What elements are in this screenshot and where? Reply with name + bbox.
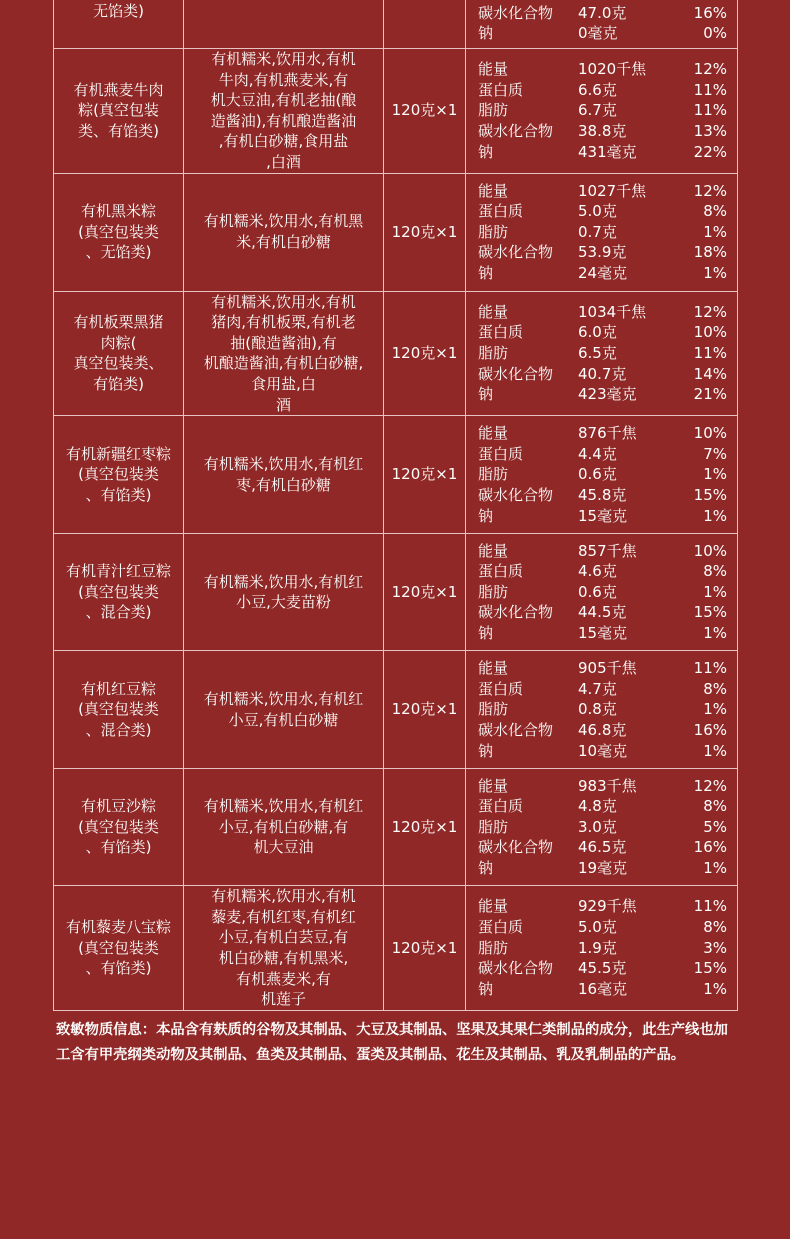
nutrient-pct: 16% bbox=[693, 3, 727, 22]
nutrient-value: 6.6克 bbox=[578, 80, 617, 99]
nutrient-label: 蛋白质 bbox=[478, 797, 524, 816]
nutrient-value: 5.0克 bbox=[578, 918, 617, 937]
product-name: 有机红豆粽 (真空包装类 、混合类) bbox=[54, 651, 184, 769]
nutrient-value: 3.0克 bbox=[578, 817, 617, 836]
product-name: 有机青汁红豆粽 (真空包装类 、混合类) bbox=[54, 534, 184, 651]
nutrient-label: 能量 bbox=[478, 302, 509, 321]
product-ingredients bbox=[184, 0, 384, 49]
table-row bbox=[54, 416, 738, 534]
nutrient-pct: 15% bbox=[693, 485, 727, 504]
nutrient-value: 40.7克 bbox=[578, 364, 627, 383]
nutrition-cell bbox=[466, 769, 738, 886]
nutrient-pct: 1% bbox=[703, 465, 727, 484]
nutrient-value: 53.9克 bbox=[578, 243, 627, 262]
table-row bbox=[54, 886, 738, 1011]
nutrient-pct: 7% bbox=[703, 444, 727, 463]
nutrient-pct: 1% bbox=[703, 506, 727, 525]
nutrition-list bbox=[466, 59, 737, 162]
nutrient-label: 蛋白质 bbox=[478, 323, 524, 342]
nutrient-pct: 5% bbox=[703, 817, 727, 836]
product-weight: 120克×1 bbox=[384, 49, 466, 174]
nutrient-label: 能量 bbox=[478, 776, 509, 795]
nutrient-value: 0.7克 bbox=[578, 222, 617, 241]
product-weight: 120克×1 bbox=[384, 291, 466, 416]
product-weight: 120克×1 bbox=[384, 173, 466, 291]
table-row bbox=[54, 49, 738, 174]
nutrient-value: 1.9克 bbox=[578, 938, 617, 957]
nutrient-label: 蛋白质 bbox=[478, 444, 524, 463]
nutrient-label: 碳水化合物 bbox=[478, 364, 554, 383]
nutrient-label: 钠 bbox=[478, 142, 494, 161]
nutrient-label: 钠 bbox=[478, 24, 494, 43]
allergen-info: 致敏物质信息：本品含有麸质的谷物及其制品、大豆及其制品、坚果及其果仁类制品的成分，此生产线也加工含有甲壳纲类动物及其制品、鱼类及其制品、蛋类及其制品、花生及其制品、乳及乳制品的产品。 bbox=[56, 1022, 728, 1063]
nutrient-label: 蛋白质 bbox=[478, 679, 524, 698]
nutrient-label: 脂肪 bbox=[478, 582, 509, 601]
nutrient-pct: 8% bbox=[703, 797, 727, 816]
nutrient-pct: 10% bbox=[693, 323, 727, 342]
nutrient-label: 钠 bbox=[478, 624, 494, 643]
nutrient-label: 钠 bbox=[478, 979, 494, 998]
nutrient-pct: 12% bbox=[693, 776, 727, 795]
product-ingredients: 有机糯米,饮用水,有机 猪肉,有机板栗,有机老 抽(酿造酱油),有 机酿造酱油,有机白砂糖, 食用盐,白 酒 bbox=[184, 291, 384, 416]
nutrient-value: 10毫克 bbox=[578, 741, 628, 760]
nutrient-label: 碳水化合物 bbox=[478, 243, 554, 262]
nutrition-cell bbox=[466, 534, 738, 651]
nutrient-pct: 1% bbox=[703, 222, 727, 241]
nutrient-value: 44.5克 bbox=[578, 603, 627, 622]
nutrient-label: 脂肪 bbox=[478, 700, 509, 719]
nutrient-value: 15毫克 bbox=[578, 506, 628, 525]
nutrition-list bbox=[466, 541, 737, 644]
nutrient-label: 钠 bbox=[478, 741, 494, 760]
product-ingredients: 有机糯米,饮用水,有机 藜麦,有机红枣,有机红 小豆,有机白芸豆,有 机白砂糖,有机黑米, 有机燕麦米,有 机莲子 bbox=[184, 886, 384, 1011]
nutrient-value: 45.5克 bbox=[578, 959, 627, 978]
nutrient-pct: 1% bbox=[703, 741, 727, 760]
product-name: 有机豆沙粽 (真空包装类 、有馅类) bbox=[54, 769, 184, 886]
nutrient-label: 钠 bbox=[478, 263, 494, 282]
nutrient-value: 45.8克 bbox=[578, 485, 627, 504]
nutrition-list bbox=[466, 658, 737, 761]
nutrient-value: 929千焦 bbox=[578, 897, 637, 916]
nutrient-value: 857千焦 bbox=[578, 541, 637, 560]
nutrient-value: 6.5克 bbox=[578, 344, 617, 363]
nutrient-pct: 22% bbox=[693, 142, 727, 161]
nutrient-label: 蛋白质 bbox=[478, 562, 524, 581]
nutrient-label: 蛋白质 bbox=[478, 202, 524, 221]
nutrient-value: 1020千焦 bbox=[578, 60, 647, 79]
nutrient-pct: 1% bbox=[703, 700, 727, 719]
nutrient-label: 脂肪 bbox=[478, 101, 509, 120]
nutrient-pct: 21% bbox=[693, 385, 727, 404]
nutrition-cell bbox=[466, 173, 738, 291]
nutrient-label: 脂肪 bbox=[478, 344, 509, 363]
nutrient-label: 蛋白质 bbox=[478, 80, 524, 99]
nutrient-value: 1027千焦 bbox=[578, 181, 647, 200]
nutrient-label: 钠 bbox=[478, 506, 494, 525]
nutrition-cell bbox=[466, 651, 738, 769]
product-ingredients: 有机糯米,饮用水,有机红 小豆,有机白砂糖,有 机大豆油 bbox=[184, 769, 384, 886]
nutrient-value: 4.4克 bbox=[578, 444, 617, 463]
nutrient-pct: 8% bbox=[703, 918, 727, 937]
product-ingredients: 有机糯米,饮用水,有机红 小豆,大麦苗粉 bbox=[184, 534, 384, 651]
nutrient-label: 脂肪 bbox=[478, 938, 509, 957]
table-row bbox=[54, 651, 738, 769]
product-weight: 120克×1 bbox=[384, 651, 466, 769]
product-nutrition-table bbox=[53, 0, 738, 1011]
product-ingredients: 有机糯米,饮用水,有机红 枣,有机白砂糖 bbox=[184, 416, 384, 534]
product-weight: 120克×1 bbox=[384, 416, 466, 534]
nutrient-label: 钠 bbox=[478, 385, 494, 404]
nutrient-value: 876千焦 bbox=[578, 424, 637, 443]
nutrient-pct: 11% bbox=[693, 344, 727, 363]
nutrition-list bbox=[466, 181, 737, 284]
nutrient-value: 6.7克 bbox=[578, 101, 617, 120]
nutrient-pct: 1% bbox=[703, 859, 727, 878]
nutrient-pct: 11% bbox=[693, 897, 727, 916]
nutrient-pct: 1% bbox=[703, 624, 727, 643]
nutrition-list bbox=[466, 423, 737, 526]
nutrient-value: 16毫克 bbox=[578, 979, 628, 998]
nutrition-cell bbox=[466, 291, 738, 416]
nutrient-value: 6.0克 bbox=[578, 323, 617, 342]
nutrient-label: 碳水化合物 bbox=[478, 603, 554, 622]
nutrient-pct: 10% bbox=[693, 424, 727, 443]
product-weight bbox=[384, 0, 466, 49]
nutrient-label: 能量 bbox=[478, 424, 509, 443]
table-body bbox=[54, 0, 738, 1010]
table-row bbox=[54, 534, 738, 651]
nutrient-value: 0毫克 bbox=[578, 24, 618, 43]
nutrient-label: 钠 bbox=[478, 859, 494, 878]
nutrient-label: 脂肪 bbox=[478, 817, 509, 836]
product-weight: 120克×1 bbox=[384, 886, 466, 1011]
nutrient-pct: 1% bbox=[703, 263, 727, 282]
table-row bbox=[54, 291, 738, 416]
nutrient-label: 能量 bbox=[478, 897, 509, 916]
nutrient-value: 47.0克 bbox=[578, 3, 627, 22]
table-row bbox=[54, 0, 738, 49]
nutrient-pct: 16% bbox=[693, 838, 727, 857]
nutrient-pct: 15% bbox=[693, 959, 727, 978]
nutrient-value: 4.7克 bbox=[578, 679, 617, 698]
nutrient-pct: 12% bbox=[693, 60, 727, 79]
product-weight: 120克×1 bbox=[384, 534, 466, 651]
nutrient-pct: 18% bbox=[693, 243, 727, 262]
product-ingredients: 有机糯米,饮用水,有机 牛肉,有机燕麦米,有 机大豆油,有机老抽(酿 造酱油),有机酿造酱油 ,有机白砂糖,食用盐 ,白酒 bbox=[184, 49, 384, 174]
nutrient-label: 碳水化合物 bbox=[478, 838, 554, 857]
nutrient-value: 4.6克 bbox=[578, 562, 617, 581]
nutrition-list bbox=[466, 776, 737, 879]
nutrient-pct: 0% bbox=[703, 24, 727, 43]
nutrient-pct: 8% bbox=[703, 562, 727, 581]
nutrient-pct: 12% bbox=[693, 302, 727, 321]
table-row bbox=[54, 769, 738, 886]
product-name: 有机燕麦牛肉 粽(真空包装 类、有馅类) bbox=[54, 49, 184, 174]
nutrient-pct: 1% bbox=[703, 582, 727, 601]
nutrient-pct: 13% bbox=[693, 122, 727, 141]
product-name: 有机黑米粽 (真空包装类 、无馅类) bbox=[54, 173, 184, 291]
nutrition-cell bbox=[466, 416, 738, 534]
nutrient-label: 能量 bbox=[478, 659, 509, 678]
nutrient-value: 46.5克 bbox=[578, 838, 627, 857]
nutrition-cell bbox=[466, 886, 738, 1011]
nutrient-pct: 3% bbox=[703, 938, 727, 957]
nutrient-pct: 10% bbox=[693, 541, 727, 560]
nutrient-label: 碳水化合物 bbox=[478, 3, 554, 22]
nutrient-pct: 15% bbox=[693, 603, 727, 622]
nutrient-label: 脂肪 bbox=[478, 222, 509, 241]
nutrient-label: 脂肪 bbox=[478, 465, 509, 484]
nutrient-label: 蛋白质 bbox=[478, 918, 524, 937]
product-name: 有机板栗黑猪 肉粽( 真空包装类、 有馅类) bbox=[54, 291, 184, 416]
product-name: 有机新疆红枣粽 (真空包装类 、有馅类) bbox=[54, 416, 184, 534]
nutrient-pct: 1% bbox=[703, 979, 727, 998]
nutrition-cell bbox=[466, 49, 738, 174]
nutrient-label: 碳水化合物 bbox=[478, 959, 554, 978]
nutrition-cell bbox=[466, 0, 738, 49]
nutrient-value: 19毫克 bbox=[578, 859, 628, 878]
nutrient-pct: 11% bbox=[693, 80, 727, 99]
nutrient-pct: 12% bbox=[693, 181, 727, 200]
product-ingredients: 有机糯米,饮用水,有机红 小豆,有机白砂糖 bbox=[184, 651, 384, 769]
nutrition-list bbox=[466, 3, 737, 44]
product-name: 无馅类) bbox=[54, 0, 184, 49]
nutrient-pct: 11% bbox=[693, 659, 727, 678]
product-weight: 120克×1 bbox=[384, 769, 466, 886]
nutrient-label: 碳水化合物 bbox=[478, 485, 554, 504]
nutrient-value: 423毫克 bbox=[578, 385, 637, 404]
nutrient-label: 能量 bbox=[478, 60, 509, 79]
nutrient-value: 38.8克 bbox=[578, 122, 627, 141]
product-ingredients: 有机糯米,饮用水,有机黑 米,有机白砂糖 bbox=[184, 173, 384, 291]
nutrient-label: 能量 bbox=[478, 181, 509, 200]
nutrient-value: 0.6克 bbox=[578, 582, 617, 601]
nutrient-value: 0.8克 bbox=[578, 700, 617, 719]
nutrient-value: 5.0克 bbox=[578, 202, 617, 221]
nutrient-pct: 14% bbox=[693, 364, 727, 383]
nutrient-value: 431毫克 bbox=[578, 142, 637, 161]
nutrient-pct: 8% bbox=[703, 679, 727, 698]
nutrient-value: 0.6克 bbox=[578, 465, 617, 484]
nutrition-list bbox=[466, 302, 737, 405]
nutrient-value: 4.8克 bbox=[578, 797, 617, 816]
nutrient-label: 能量 bbox=[478, 541, 509, 560]
table-row bbox=[54, 173, 738, 291]
nutrient-value: 1034千焦 bbox=[578, 302, 647, 321]
nutrition-list bbox=[466, 896, 737, 999]
nutrient-value: 15毫克 bbox=[578, 624, 628, 643]
nutrient-value: 983千焦 bbox=[578, 776, 637, 795]
nutrient-pct: 16% bbox=[693, 720, 727, 739]
product-name: 有机藜麦八宝粽 (真空包装类 、有馅类) bbox=[54, 886, 184, 1011]
nutrient-value: 24毫克 bbox=[578, 263, 628, 282]
nutrient-pct: 8% bbox=[703, 202, 727, 221]
nutrient-value: 46.8克 bbox=[578, 720, 627, 739]
nutrient-label: 碳水化合物 bbox=[478, 122, 554, 141]
nutrient-value: 905千焦 bbox=[578, 659, 637, 678]
nutrient-pct: 11% bbox=[693, 101, 727, 120]
nutrient-label: 碳水化合物 bbox=[478, 720, 554, 739]
